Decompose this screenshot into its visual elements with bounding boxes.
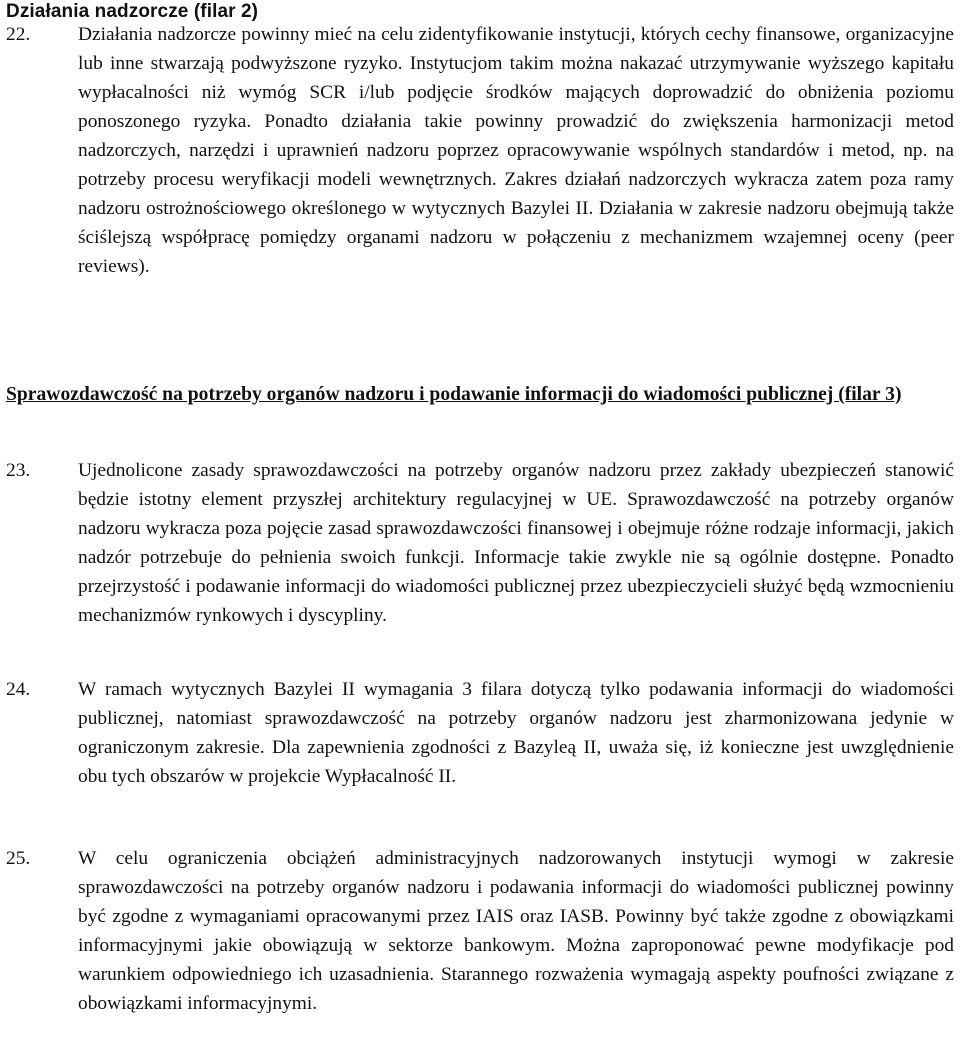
- section-title: Działania nadzorcze (filar 2): [6, 1, 259, 22]
- paragraph-text: W celu ograniczenia obciążeń administracyjnych nadzorowanych instytucji wymogi w zakresie sprawozdawczości na potrzeby organów nadzoru i podawania informacji do wiadomości publicznej powinny być zgodne z wymaganiami opracowanymi przez IAIS oraz IASB. Powinny być także zgodne z obowiązkami informacyjnymi jakie obowiązują w sektorze bankowym. Można zaproponować pewne modyfikacje pod warunkiem odpowiedniego ich uzasadnienia. Starannego rozważenia wymagają aspekty poufności związane z obowiązkami informacyjnymi.: [78, 848, 954, 1014]
- paragraph-23: [6, 456, 954, 630]
- paragraph-24: [6, 675, 954, 791]
- paragraph-number: 22.: [6, 24, 31, 45]
- paragraph-22: [6, 20, 954, 281]
- paragraph-number: 24.: [6, 679, 31, 700]
- paragraph-text: Działania nadzorcze powinny mieć na celu zidentyfikowanie instytucji, których cechy finansowe, organizacyjne lub inne stwarzają podwyższone ryzyko. Instytucjom takim można nakazać utrzymywanie wyższego kapitału wypłacalności niż wymóg SCR i/lub podjęcie środków mających doprowadzić do obniżenia poziomu ponoszonego ryzyka. Ponadto działania takie powinny prowadzić do zwiększenia harmonizacji metod nadzorczych, narzędzi i uprawnień nadzoru poprzez opracowywanie wspólnych standardów i metod, np. na potrzeby procesu weryfikacji modeli wewnętrznych. Zakres działań nadzorczych wykracza zatem poza ramy nadzoru ostrożnościowego określonego w wytycznych Bazylei II. Działania w zakresie nadzoru obejmują także ściślejszą współpracę pomiędzy organami nadzoru w połączeniu z mechanizmem wzajemnej oceny (peer reviews).: [78, 24, 954, 277]
- paragraph-text: W ramach wytycznych Bazylei II wymagania 3 filara dotyczą tylko podawania informacji do wiadomości publicznej, natomiast sprawozdawczość na potrzeby organów nadzoru jest zharmonizowana jedynie w ograniczonym zakresie. Dla zapewnienia zgodności z Bazyleą II, uważa się, iż konieczne jest uwzględnienie obu tych obszarów w projekcie Wypłacalność II.: [78, 679, 954, 787]
- paragraph-number: 23.: [6, 460, 31, 481]
- subheading-pillar-3: Sprawozdawczość na potrzeby organów nadzoru i podawanie informacji do wiadomości publicznej (filar 3): [6, 384, 902, 405]
- paragraph-text: Ujednolicone zasady sprawozdawczości na potrzeby organów nadzoru przez zakłady ubezpieczeń stanowić będzie istotny element przyszłej architektury regulacyjnej w UE. Sprawozdawczość na potrzeby organów nadzoru wykracza poza pojęcie zasad sprawozdawczości finansowej i obejmuje różne rodzaje informacji, jakich nadzór potrzebuje do pełnienia swoich funkcji. Informacje takie zwykle nie są ogólnie dostępne. Ponadto przejrzystość i podawanie informacji do wiadomości publicznej przez ubezpieczycieli służyć będą wzmocnieniu mechanizmów rynkowych i dyscypliny.: [78, 460, 954, 626]
- paragraph-25: [6, 844, 954, 1018]
- paragraph-number: 25.: [6, 848, 31, 869]
